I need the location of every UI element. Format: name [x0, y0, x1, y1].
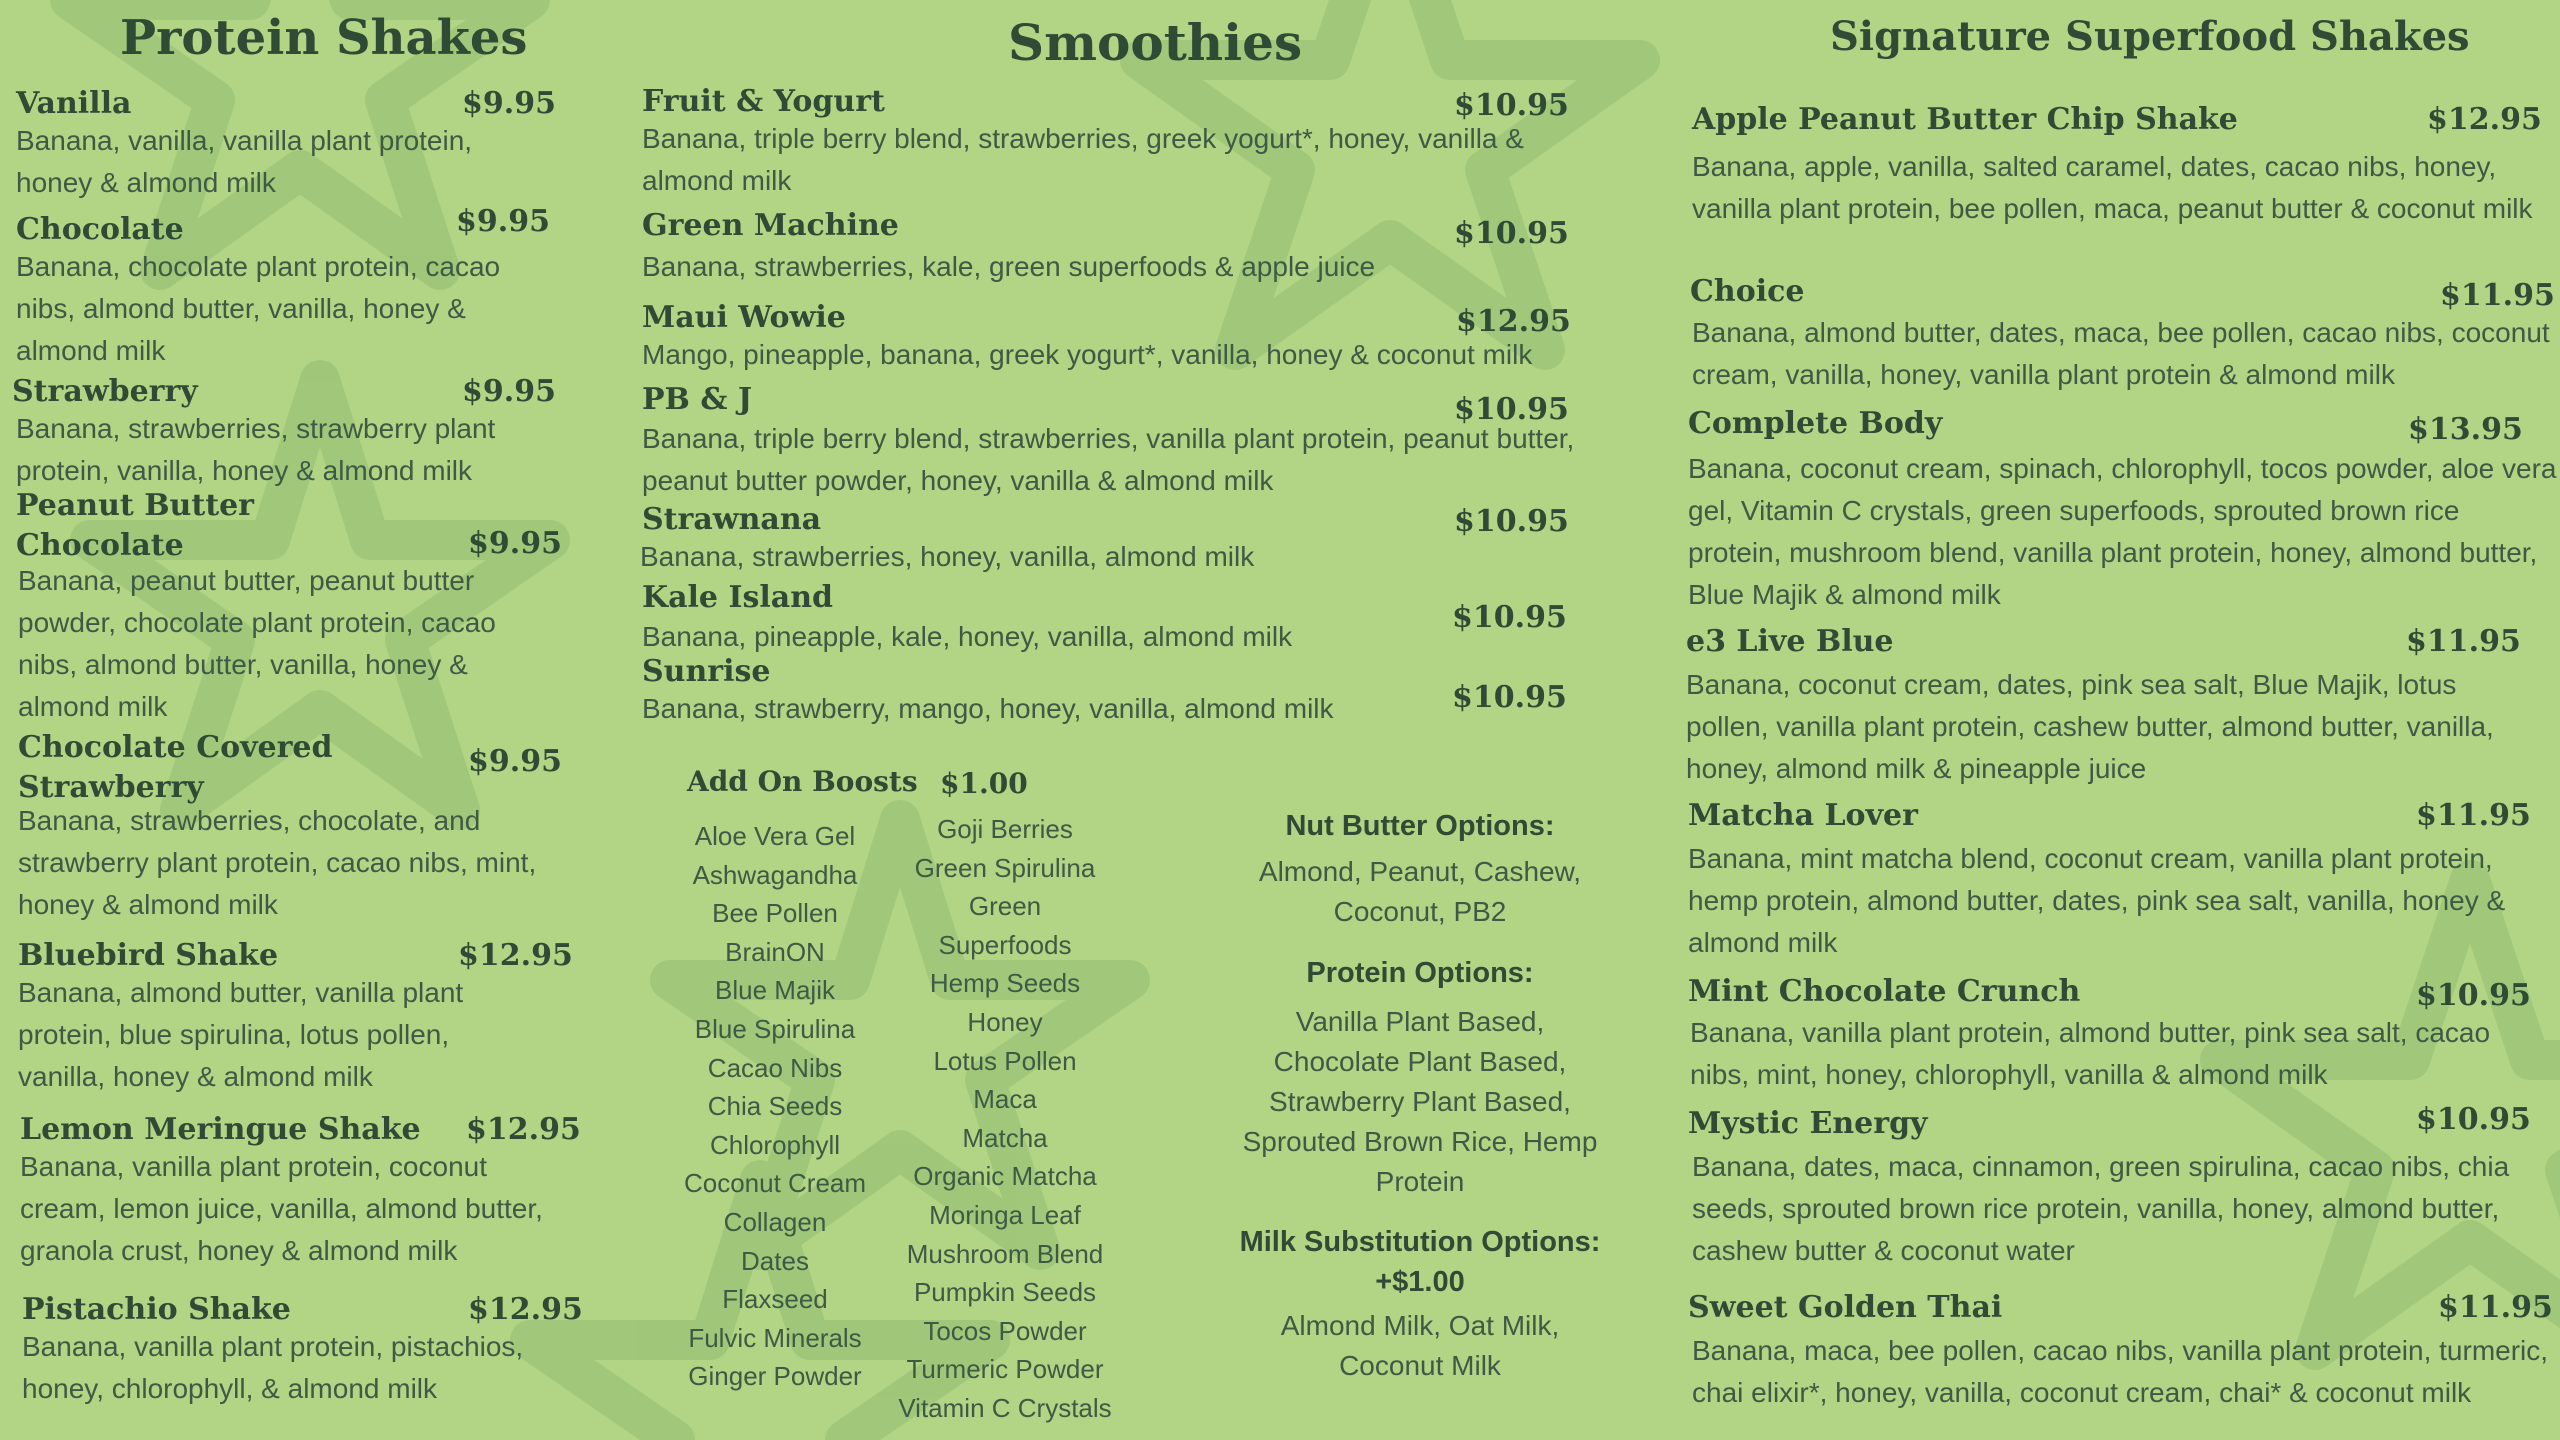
boost-item: Hemp Seeds [929, 968, 1081, 999]
menu-item-matcha-lover [1688, 796, 2558, 966]
menu-item-sweet-golden-thai [1688, 1288, 2560, 1418]
boost-item: Green [968, 891, 1042, 922]
menu-item-peanut-butter-chocolate [16, 486, 562, 726]
item-name: Pistachio Shake [22, 1292, 291, 1327]
boost-item: Vitamin C Crystals [898, 1392, 1112, 1423]
item-description: Banana, almond butter, dates, maca, bee pollen, cacao nibs, coconut cream, vanilla, honey, vanilla plant protein & almond milk [1692, 317, 2550, 390]
smoothies-title: Smoothies [1008, 13, 1303, 72]
item-name: Apple Peanut Butter Chip Shake [1692, 102, 2238, 137]
item-price: $10.95 [1452, 600, 1567, 635]
item-description: Banana, vanilla plant protein, coconut cream, lemon juice, vanilla, almond butter, granola crust, honey & almond milk [20, 1151, 543, 1266]
protein-options-heading: Protein Options: [1306, 957, 1534, 989]
boost-item: Ginger Powder [688, 1361, 862, 1392]
boost-item: Green Spirulina [914, 852, 1096, 883]
item-name: Maui Wowie [642, 300, 846, 335]
boost-item: Fulvic Minerals [688, 1322, 862, 1353]
item-price: $9.95 [462, 86, 556, 121]
item-price: $10.95 [2416, 1102, 2531, 1137]
item-price: $9.95 [456, 204, 550, 239]
boost-item: Dates [741, 1245, 809, 1276]
boost-item: Pumpkin Seeds [913, 1277, 1097, 1308]
item-name: Mystic Energy [1688, 1106, 1928, 1141]
boost-item: Flaxseed [722, 1284, 828, 1315]
item-description: Banana, mint matcha blend, coconut cream, vanilla plant protein, hemp protein, almond butter, dates, pink sea salt, vanilla, honey & almond milk [1688, 843, 2506, 958]
item-description: Banana, dates, maca, cinnamon, green spirulina, cacao nibs, chia seeds, sprouted brown rice protein, vanilla, honey, almond butter, cashew butter & coconut water [1692, 1151, 2510, 1266]
boosts-list-1 [650, 817, 900, 1396]
item-price: $12.95 [2427, 102, 2542, 137]
menu-item-maui-wowie [642, 298, 1602, 378]
boost-item: Cacao Nibs [707, 1052, 843, 1083]
item-price: $12.95 [468, 1292, 583, 1327]
menu-item-apple-peanut-butter-chip-shake [1692, 100, 2552, 270]
menu-item-complete-body [1688, 404, 2558, 624]
milk-options-heading: Milk Substitution Options: +$1.00 [1239, 1226, 1601, 1298]
item-price: $9.95 [468, 526, 562, 561]
boost-item: Goji Berries [937, 814, 1073, 844]
boost-item: Blue Spirulina [694, 1013, 856, 1044]
boost-item: BrainON [725, 936, 825, 967]
item-name: Complete Body [1688, 406, 1943, 441]
item-name: Peanut Butter Chocolate [16, 488, 254, 563]
item-description: Banana, coconut cream, spinach, chlorophyll, tocos powder, aloe vera gel, Vitamin C crystals, green superfoods, sprouted brown rice protein, mushroom blend, vanilla plant protein, honey, almond butter, Blue Majik & almond milk [1688, 453, 2557, 610]
boost-item: Turmeric Powder [906, 1354, 1104, 1385]
item-description: Banana, vanilla, vanilla plant protein, honey & almond milk [16, 125, 473, 198]
item-name: e3 Live Blue [1686, 624, 1894, 659]
boost-item: Moringa Leaf [929, 1199, 1081, 1230]
item-description: Banana, coconut cream, dates, pink sea salt, Blue Majik, lotus pollen, vanilla plant protein, cashew butter, almond butter, vanilla, honey, almond milk & pineapple juice [1686, 669, 2494, 784]
item-description: Banana, strawberries, strawberry plant protein, vanilla, honey & almond milk [16, 413, 496, 486]
boost-item: Lotus Pollen [933, 1045, 1077, 1076]
item-name: Kale Island [642, 580, 833, 615]
item-name: Fruit & Yogurt [642, 84, 885, 119]
boost-item: Coconut Cream [683, 1168, 867, 1199]
boost-item: Chlorophyll [709, 1129, 841, 1160]
item-description: Banana, apple, vanilla, salted caramel, dates, cacao nibs, honey, vanilla plant protein, bee pollen, maca, peanut butter & coconut milk [1692, 151, 2533, 224]
item-price: $10.95 [1454, 504, 1569, 539]
boosts-price: $1.00 [940, 767, 1028, 800]
boost-item: Blue Majik [715, 975, 835, 1006]
boost-item: Honey [967, 1006, 1043, 1037]
item-price: $12.95 [1456, 304, 1571, 339]
item-name: Strawnana [642, 502, 822, 537]
item-description: Banana, triple berry blend, strawberries, vanilla plant protein, peanut butter, peanut butter powder, honey, vanilla & almond milk [642, 423, 1575, 496]
item-name: Choice [1690, 274, 1805, 309]
item-description: Banana, peanut butter, peanut butter powder, chocolate plant protein, cacao nibs, almond butter, vanilla, honey & almond milk [18, 565, 496, 722]
item-name: Sunrise [642, 654, 771, 689]
item-description: Banana, almond butter, vanilla plant protein, blue spirulina, lotus pollen, vanilla, honey & almond milk [18, 977, 464, 1092]
menu-item-vanilla [16, 84, 556, 212]
boost-item: Ashwagandha [692, 859, 858, 890]
item-description: Banana, triple berry blend, strawberries, greek yogurt*, honey, vanilla & almond milk [642, 123, 1524, 196]
item-name: PB & J [642, 382, 753, 417]
item-description: Banana, vanilla plant protein, almond butter, pink sea salt, cacao nibs, mint, honey, chlorophyll, vanilla & almond milk [1690, 1017, 2491, 1090]
nut-butter-options-text: Almond, Peanut, Cashew, Coconut, PB2 [1258, 856, 1582, 927]
protein-options-text: Vanilla Plant Based, Chocolate Plant Based, Strawberry Plant Based, Sprouted Brown Rice, Hemp Protein [1242, 1006, 1598, 1197]
item-name: Matcha Lover [1688, 798, 1918, 833]
item-price: $12.95 [466, 1112, 581, 1147]
item-description: Banana, vanilla plant protein, pistachios, honey, chlorophyll, & almond milk [22, 1331, 524, 1404]
boost-item: Superfoods [938, 929, 1072, 960]
item-name: Chocolate [16, 212, 184, 247]
item-description: Banana, strawberries, honey, vanilla, almond milk [640, 541, 1255, 572]
item-name: Strawberry [12, 374, 198, 409]
item-price: $11.95 [2406, 624, 2521, 659]
menu-item-green-machine [642, 206, 1602, 296]
item-name: Sweet Golden Thai [1688, 1290, 2003, 1325]
item-name: Lemon Meringue Shake [20, 1112, 421, 1147]
menu-item-mint-chocolate-crunch [1688, 972, 2558, 1102]
milk-options-text: Almond Milk, Oat Milk, Coconut Milk [1280, 1310, 1560, 1381]
menu-item-sunrise [642, 652, 1602, 732]
item-price: $11.95 [2440, 278, 2555, 313]
item-price: $9.95 [468, 744, 562, 779]
boost-item: Matcha [962, 1122, 1048, 1153]
boost-item: Bee Pollen [712, 898, 838, 929]
menu-item-mystic-energy [1688, 1104, 2558, 1274]
menu-item-lemon-meringue-shake [20, 1110, 581, 1280]
nut-butter-options-heading: Nut Butter Options: [1285, 810, 1555, 842]
boosts-list-2 [865, 810, 1145, 1428]
protein-shakes-title: Protein Shakes [120, 10, 528, 66]
item-name: Mint Chocolate Crunch [1688, 974, 2081, 1009]
boost-item: Tocos Powder [923, 1315, 1087, 1346]
item-price: $9.95 [462, 374, 556, 409]
item-description: Banana, maca, bee pollen, cacao nibs, vanilla plant protein, turmeric, chai elixir*, honey, vanilla, coconut cream, chai* & coconut milk [1692, 1335, 2549, 1408]
menu-item-strawnana [642, 500, 1602, 580]
boost-item: Mushroom Blend [906, 1238, 1104, 1269]
item-price: $11.95 [2416, 798, 2531, 833]
signature-title: Signature Superfood Shakes [1830, 13, 2470, 60]
item-price: $10.95 [2416, 978, 2531, 1013]
menu-item-chocolate-covered-strawberry [18, 728, 562, 928]
menu-item-strawberry [12, 372, 556, 498]
menu-item-choice [1690, 272, 2555, 402]
item-price: $10.95 [1454, 216, 1569, 251]
boost-item: Collagen [723, 1206, 827, 1237]
item-description: Mango, pineapple, banana, greek yogurt*, vanilla, honey & coconut milk [642, 339, 1533, 370]
boost-item: Organic Matcha [913, 1161, 1097, 1192]
boost-item: Maca [973, 1084, 1037, 1115]
menu-item-e3-live-blue [1686, 622, 2556, 792]
item-price: $10.95 [1454, 88, 1569, 123]
item-name: Bluebird Shake [18, 938, 279, 973]
item-name: Vanilla [16, 86, 132, 121]
item-description: Banana, strawberries, chocolate, and strawberry plant protein, cacao nibs, mint, honey & almond milk [18, 805, 537, 920]
boost-item: Aloe Vera Gel [694, 821, 856, 851]
menu-item-pistachio-shake [22, 1290, 583, 1420]
item-price: $10.95 [1452, 680, 1567, 715]
item-price: $11.95 [2438, 1290, 2553, 1325]
item-description: Banana, pineapple, kale, honey, vanilla, almond milk [642, 621, 1293, 652]
boosts-title: Add On Boosts [687, 765, 918, 798]
menu-item-kale-island [642, 578, 1602, 658]
item-description: Banana, chocolate plant protein, cacao nibs, almond butter, vanilla, honey & almond milk [16, 251, 501, 366]
menu-item-pb-j [642, 380, 1602, 500]
item-description: Banana, strawberry, mango, honey, vanilla, almond milk [642, 693, 1334, 724]
boost-item: Chia Seeds [707, 1091, 843, 1122]
menu-item-bluebird-shake [18, 936, 573, 1106]
item-name: Chocolate Covered Strawberry [18, 730, 333, 805]
item-price: $10.95 [1454, 392, 1569, 427]
menu-item-fruit-yogurt [642, 82, 1602, 212]
item-name: Green Machine [642, 208, 899, 243]
item-price: $12.95 [458, 938, 573, 973]
item-description: Banana, strawberries, kale, green superfoods & apple juice [642, 251, 1376, 282]
item-price: $13.95 [2408, 412, 2523, 447]
menu-item-chocolate [16, 204, 556, 380]
